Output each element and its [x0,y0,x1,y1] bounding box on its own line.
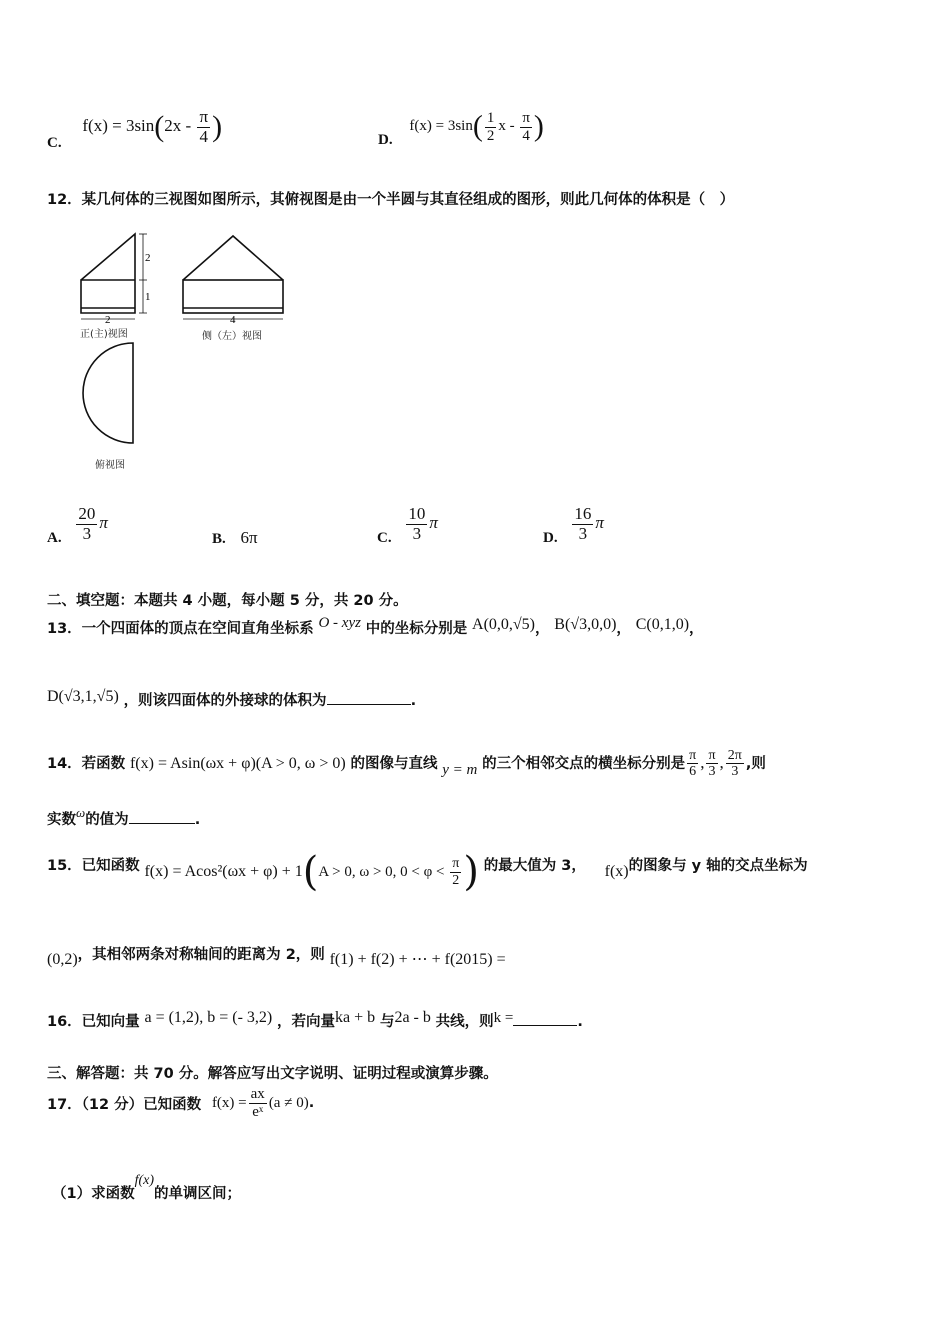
q13-line1: 13．一个四面体的顶点在空间直角坐标系 O - xyz 中的坐标分别是 A(0,0,√5)， B(√3,0,0)， C(0,1,0)， [47,615,704,637]
option-letter: C. [47,135,62,152]
q13-line2: D(√3,1,√5) ，则该四面体的外接球的体积为 . [47,688,417,709]
formula: f(x) = 3sin( $\frac{1}{2}$ x - $\frac{\pi}{4}$ ) [409,110,544,144]
q16-line: 16．已知向量 a = (1,2), b = (- 3,2) ，若向量ka + b 与2a - b 共线，则k = . [47,1009,583,1030]
q11-option-c [47,107,223,152]
top-view-label: 俯视图 [95,460,125,471]
q12-option-c: C. $\frac{10}{3}$ π [377,504,438,547]
dim-width-2: 2 [105,314,111,326]
q15-line1: 15．已知函数 f(x) = Acos²(ωx + φ) + 1(A > 0, ω > 0, 0 < φ < $\frac{\pi}{2}$ ) 的最大值为 3， f(x)的图象与 y 轴的交点坐标为 [47,849,808,895]
q12-option-d: D. $\frac{16}{3}$ π [543,504,604,547]
answer-blank[interactable] [327,704,411,705]
q12-option-b: B. 6π [212,528,258,547]
option-letter: D. [378,132,393,149]
formula: f(x) = 3sin(2x - $\frac{\pi}{4}$ ) [82,107,223,146]
answer-blank[interactable] [129,823,195,824]
q14-line2: 实数ω的值为 . [47,805,201,828]
q12-text: 12．某几何体的三视图如图所示，其俯视图是由一个半圆与其直径组成的图形，则此几何体的体积是（ ） [47,192,735,208]
dim-width-4: 4 [230,314,236,326]
section-3-heading: 三、解答题：共 70 分。解答应写出文字说明、证明过程或演算步骤。 [47,1066,498,1082]
top-view-semicircle [83,343,133,443]
answer-blank[interactable] [513,1025,577,1026]
front-dimensions [81,234,147,319]
front-view [81,234,135,313]
three-view-figure [75,228,315,478]
front-view-label: 正(主)视图 [80,329,128,340]
side-view-label: 侧（左）视图 [202,331,262,342]
dim-height-1: 1 [145,291,151,303]
q14-line1: 14．若函数 f(x) = Asin(ωx + φ)(A > 0, ω > 0) 的图像与直线 y = m 的三个相邻交点的横坐标分别是 $\frac{\pi}{6}$ , $\frac{\pi}{3}$ , $\frac{2\pi}{3}$ ,则 [47,748,766,780]
q17-line: 17．（12 分）已知函数 f(x) = $\frac{ax}{\text{eˣ}}$ (a ≠ 0). [47,1086,315,1120]
section-2-heading: 二、填空题：本题共 4 小题，每小题 5 分，共 20 分。 [47,593,408,609]
q15-line2: (0,2)，其相邻两条对称轴间的距离为 2，则 f(1) + f(2) + ⋯ + f(2015) = [47,947,506,968]
dim-height-2: 2 [145,252,151,264]
q12-option-a: A. $\frac{20}{3}$ π [47,504,108,547]
side-view [183,236,283,313]
q11-option-d [378,110,544,149]
q17-part1: （1）求函数f(x)的单调区间； [52,1173,242,1202]
